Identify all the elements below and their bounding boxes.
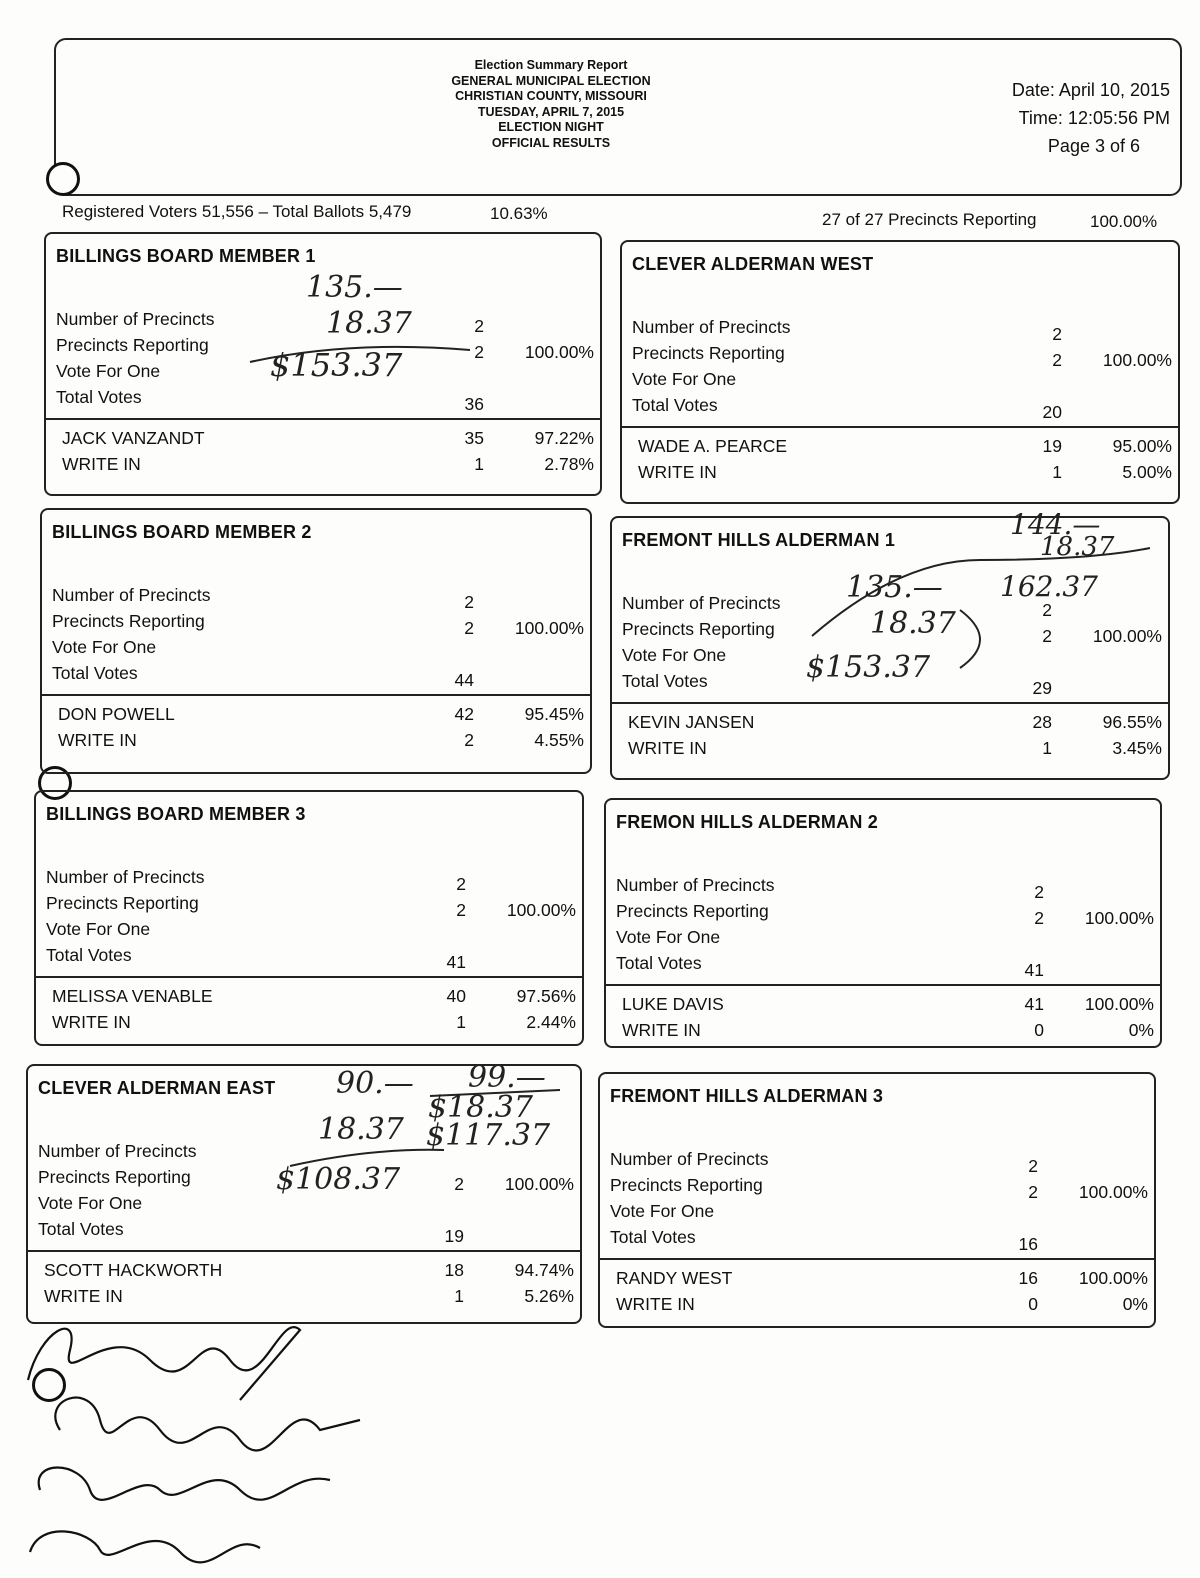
candidate-percent: 94.74% [514,1260,574,1280]
num-precincts-value: 2 [1034,882,1044,902]
report-header [54,38,1182,196]
binder-hole [46,162,80,196]
candidate-votes: 40 [446,986,466,1006]
precincts-reporting-percent: 100.00% [1084,908,1154,928]
handwritten-note: 162.37 [1000,570,1098,603]
precincts-reporting-percent: 100.00% [506,900,576,920]
candidate-name: SCOTT HACKWORTH [44,1260,223,1280]
precincts-reporting-label: Precincts Reporting [616,901,769,921]
candidate-votes: 41 [1024,994,1044,1014]
handwritten-note: 90.— [336,1066,414,1101]
precincts-reporting-label: Precincts Reporting [38,1167,191,1187]
election-night: ELECTION NIGHT [498,120,604,134]
candidate-votes: 1 [1042,738,1052,758]
race-box [40,508,592,774]
candidate-percent: 2.44% [526,1012,576,1032]
race-box [620,240,1180,504]
candidate-name: KEVIN JANSEN [628,712,755,732]
handwritten-note: 18.37 [1040,532,1115,562]
handwritten-note: 18.37 [326,306,412,341]
candidate-percent: 2.78% [544,454,594,474]
candidate-votes: 19 [1042,436,1062,456]
handwritten-note: 18.37 [870,606,956,641]
precincts-reporting-value: 2 [1042,626,1052,646]
precincts-reporting-value: 2 [454,1174,464,1194]
num-precincts-value: 2 [464,592,474,612]
report-meta [1012,76,1170,160]
total-votes-label: Total Votes [610,1227,696,1247]
race-box [598,1072,1156,1328]
candidate-name: JACK VANZANDT [62,428,205,448]
total-votes-label: Total Votes [38,1219,124,1239]
race-box [604,798,1162,1048]
race-box [34,790,584,1046]
num-precincts-value: 2 [1042,600,1052,620]
candidate-votes: 0 [1028,1294,1038,1314]
handwritten-note: $153.37 [270,346,403,384]
precincts-reporting-percent: 100.00% [514,618,584,638]
num-precincts-label: Number of Precincts [38,1141,197,1161]
total-votes-label: Total Votes [56,387,142,407]
precincts-reporting-percent: 100.00% [504,1174,574,1194]
num-precincts-label: Number of Precincts [56,309,215,329]
divider [42,694,590,696]
handwritten-note: $108.37 [276,1162,401,1197]
turnout-percent: 10.63% [490,204,548,223]
report-title-block [406,58,696,151]
num-precincts-label: Number of Precincts [46,867,205,887]
divider [36,976,582,978]
race-title: BILLINGS BOARD MEMBER 1 [56,246,316,266]
precincts-reporting-value: 2 [464,618,474,638]
race-title: CLEVER ALDERMAN WEST [632,254,874,274]
vote-for-label: Vote For One [52,637,157,657]
precincts-reporting-percent: 100.00% [1092,626,1162,646]
total-votes-value: 16 [1018,1234,1038,1254]
total-votes-value: 20 [1042,402,1062,422]
candidate-name: WRITE IN [638,462,717,482]
official-results: OFFICIAL RESULTS [491,135,611,150]
candidate-votes: 18 [444,1260,464,1280]
divider [622,426,1178,428]
precincts-reporting-label: Precincts Reporting [632,343,785,363]
candidate-percent: 97.56% [516,986,576,1006]
candidate-votes: 1 [456,1012,466,1032]
candidate-name: WRITE IN [62,454,141,474]
divider [46,418,600,420]
official-signatures [0,1290,420,1578]
candidate-votes: 2 [464,730,474,750]
precincts-reporting-value: 2 [456,900,466,920]
candidate-percent: 0% [1128,1020,1154,1040]
precincts-reporting-value: 2 [1052,350,1062,370]
race-title: FREMONT HILLS ALDERMAN 1 [622,530,896,550]
handwritten-note: 18.37 [318,1112,404,1147]
candidate-percent: 5.00% [1122,462,1172,482]
candidate-votes: 28 [1032,712,1052,732]
handwritten-note: $153.37 [806,650,931,685]
divider [612,702,1168,704]
total-votes-label: Total Votes [52,663,138,683]
num-precincts-label: Number of Precincts [616,875,775,895]
candidate-name: LUKE DAVIS [622,994,724,1014]
race-title: FREMON HILLS ALDERMAN 2 [616,812,878,832]
candidate-name: WRITE IN [616,1294,695,1314]
candidate-name: WRITE IN [628,738,707,758]
candidate-percent: 97.22% [534,428,594,448]
precincts-reporting-label: Precincts Reporting [610,1175,763,1195]
handwritten-note: 99.— [468,1060,546,1095]
candidate-votes: 35 [464,428,484,448]
divider [28,1250,580,1252]
candidate-name: WRITE IN [44,1286,123,1306]
election-name: GENERAL MUNICIPAL ELECTION [451,73,651,88]
election-date: TUESDAY, APRIL 7, 2015 [477,104,625,119]
race-title: BILLINGS BOARD MEMBER 2 [52,522,312,542]
divider [606,984,1160,986]
candidate-percent: 0% [1122,1294,1148,1314]
race-title: CLEVER ALDERMAN EAST [38,1078,276,1098]
candidate-votes: 42 [454,704,474,724]
handwritten-note: 135.— [306,270,403,305]
candidate-name: DON POWELL [58,704,175,724]
precincts-reporting-label: Precincts Reporting [56,335,209,355]
vote-for-label: Vote For One [46,919,151,939]
num-precincts-value: 2 [1052,324,1062,344]
total-votes-label: Total Votes [616,953,702,973]
precincts-reporting-label: Precincts Reporting [46,893,199,913]
candidate-percent: 100.00% [1078,1268,1148,1288]
race-title: FREMONT HILLS ALDERMAN 3 [610,1086,884,1106]
precincts-reporting-value: 2 [1034,908,1044,928]
total-votes-label: Total Votes [632,395,718,415]
candidate-votes: 1 [1052,462,1062,482]
report-time: Time: 12:05:56 PM [1018,108,1170,128]
page-number: Page 3 of 6 [1047,136,1140,156]
candidate-name: WADE A. PEARCE [638,436,788,456]
candidate-percent: 96.55% [1102,712,1162,732]
handwritten-note: $18.37 [428,1090,533,1125]
candidate-name: RANDY WEST [616,1268,733,1288]
total-votes-value: 29 [1032,678,1052,698]
total-votes-label: Total Votes [46,945,132,965]
vote-for-label: Vote For One [622,645,727,665]
vote-for-label: Vote For One [38,1193,143,1213]
race-title: BILLINGS BOARD MEMBER 3 [46,804,306,824]
registered-voters: Registered Voters 51,556 – Total Ballots 5,479 [62,202,412,221]
precincts-reporting-percent: 100.00% [524,342,594,362]
vote-for-label: Vote For One [616,927,721,947]
vote-for-label: Vote For One [610,1201,715,1221]
num-precincts-value: 2 [456,874,466,894]
candidate-name: WRITE IN [58,730,137,750]
total-votes-value: 44 [454,670,474,690]
vote-for-label: Vote For One [632,369,737,389]
candidate-votes: 1 [454,1286,464,1306]
num-precincts-label: Number of Precincts [52,585,211,605]
num-precincts-label: Number of Precincts [610,1149,769,1169]
handwritten-note: $117.37 [426,1118,551,1153]
candidate-name: MELISSA VENABLE [52,986,213,1006]
total-votes-value: 41 [1024,960,1044,980]
candidate-percent: 3.45% [1112,738,1162,758]
precincts-reporting-percent: 100.00% [1078,1182,1148,1202]
total-votes-value: 19 [444,1226,464,1246]
candidate-votes: 0 [1034,1020,1044,1040]
report-date: Date: April 10, 2015 [1011,80,1170,100]
candidate-name: WRITE IN [52,1012,131,1032]
total-votes-value: 36 [464,394,484,414]
candidate-percent: 5.26% [524,1286,574,1306]
precincts-reporting-value: 2 [1028,1182,1038,1202]
precincts-reporting-label: Precincts Reporting [52,611,205,631]
num-precincts-value: 2 [1028,1156,1038,1176]
candidate-percent: 100.00% [1084,994,1154,1014]
precincts-reporting-label: Precincts Reporting [622,619,775,639]
precincts-reporting-percent: 100.00% [1090,212,1158,231]
total-votes-value: 41 [446,952,466,972]
num-precincts-label: Number of Precincts [632,317,791,337]
candidate-percent: 4.55% [534,730,584,750]
num-precincts-value: 2 [474,316,484,336]
precincts-reporting-value: 2 [474,342,484,362]
county-name: CHRISTIAN COUNTY, MISSOURI [455,89,647,103]
handwritten-note: 144.— [1010,508,1101,541]
divider [600,1258,1154,1260]
candidate-votes: 1 [474,454,484,474]
candidate-percent: 95.00% [1112,436,1172,456]
candidate-name: WRITE IN [622,1020,701,1040]
candidate-percent: 95.45% [524,704,584,724]
num-precincts-label: Number of Precincts [622,593,781,613]
vote-for-label: Vote For One [56,361,161,381]
candidate-votes: 16 [1018,1268,1038,1288]
total-votes-label: Total Votes [622,671,708,691]
report-title: Election Summary Report [474,58,628,72]
precincts-reporting-summary: 27 of 27 Precincts Reporting [822,210,1037,229]
handwritten-note: 135.— [846,570,943,605]
precincts-reporting-percent: 100.00% [1102,350,1172,370]
